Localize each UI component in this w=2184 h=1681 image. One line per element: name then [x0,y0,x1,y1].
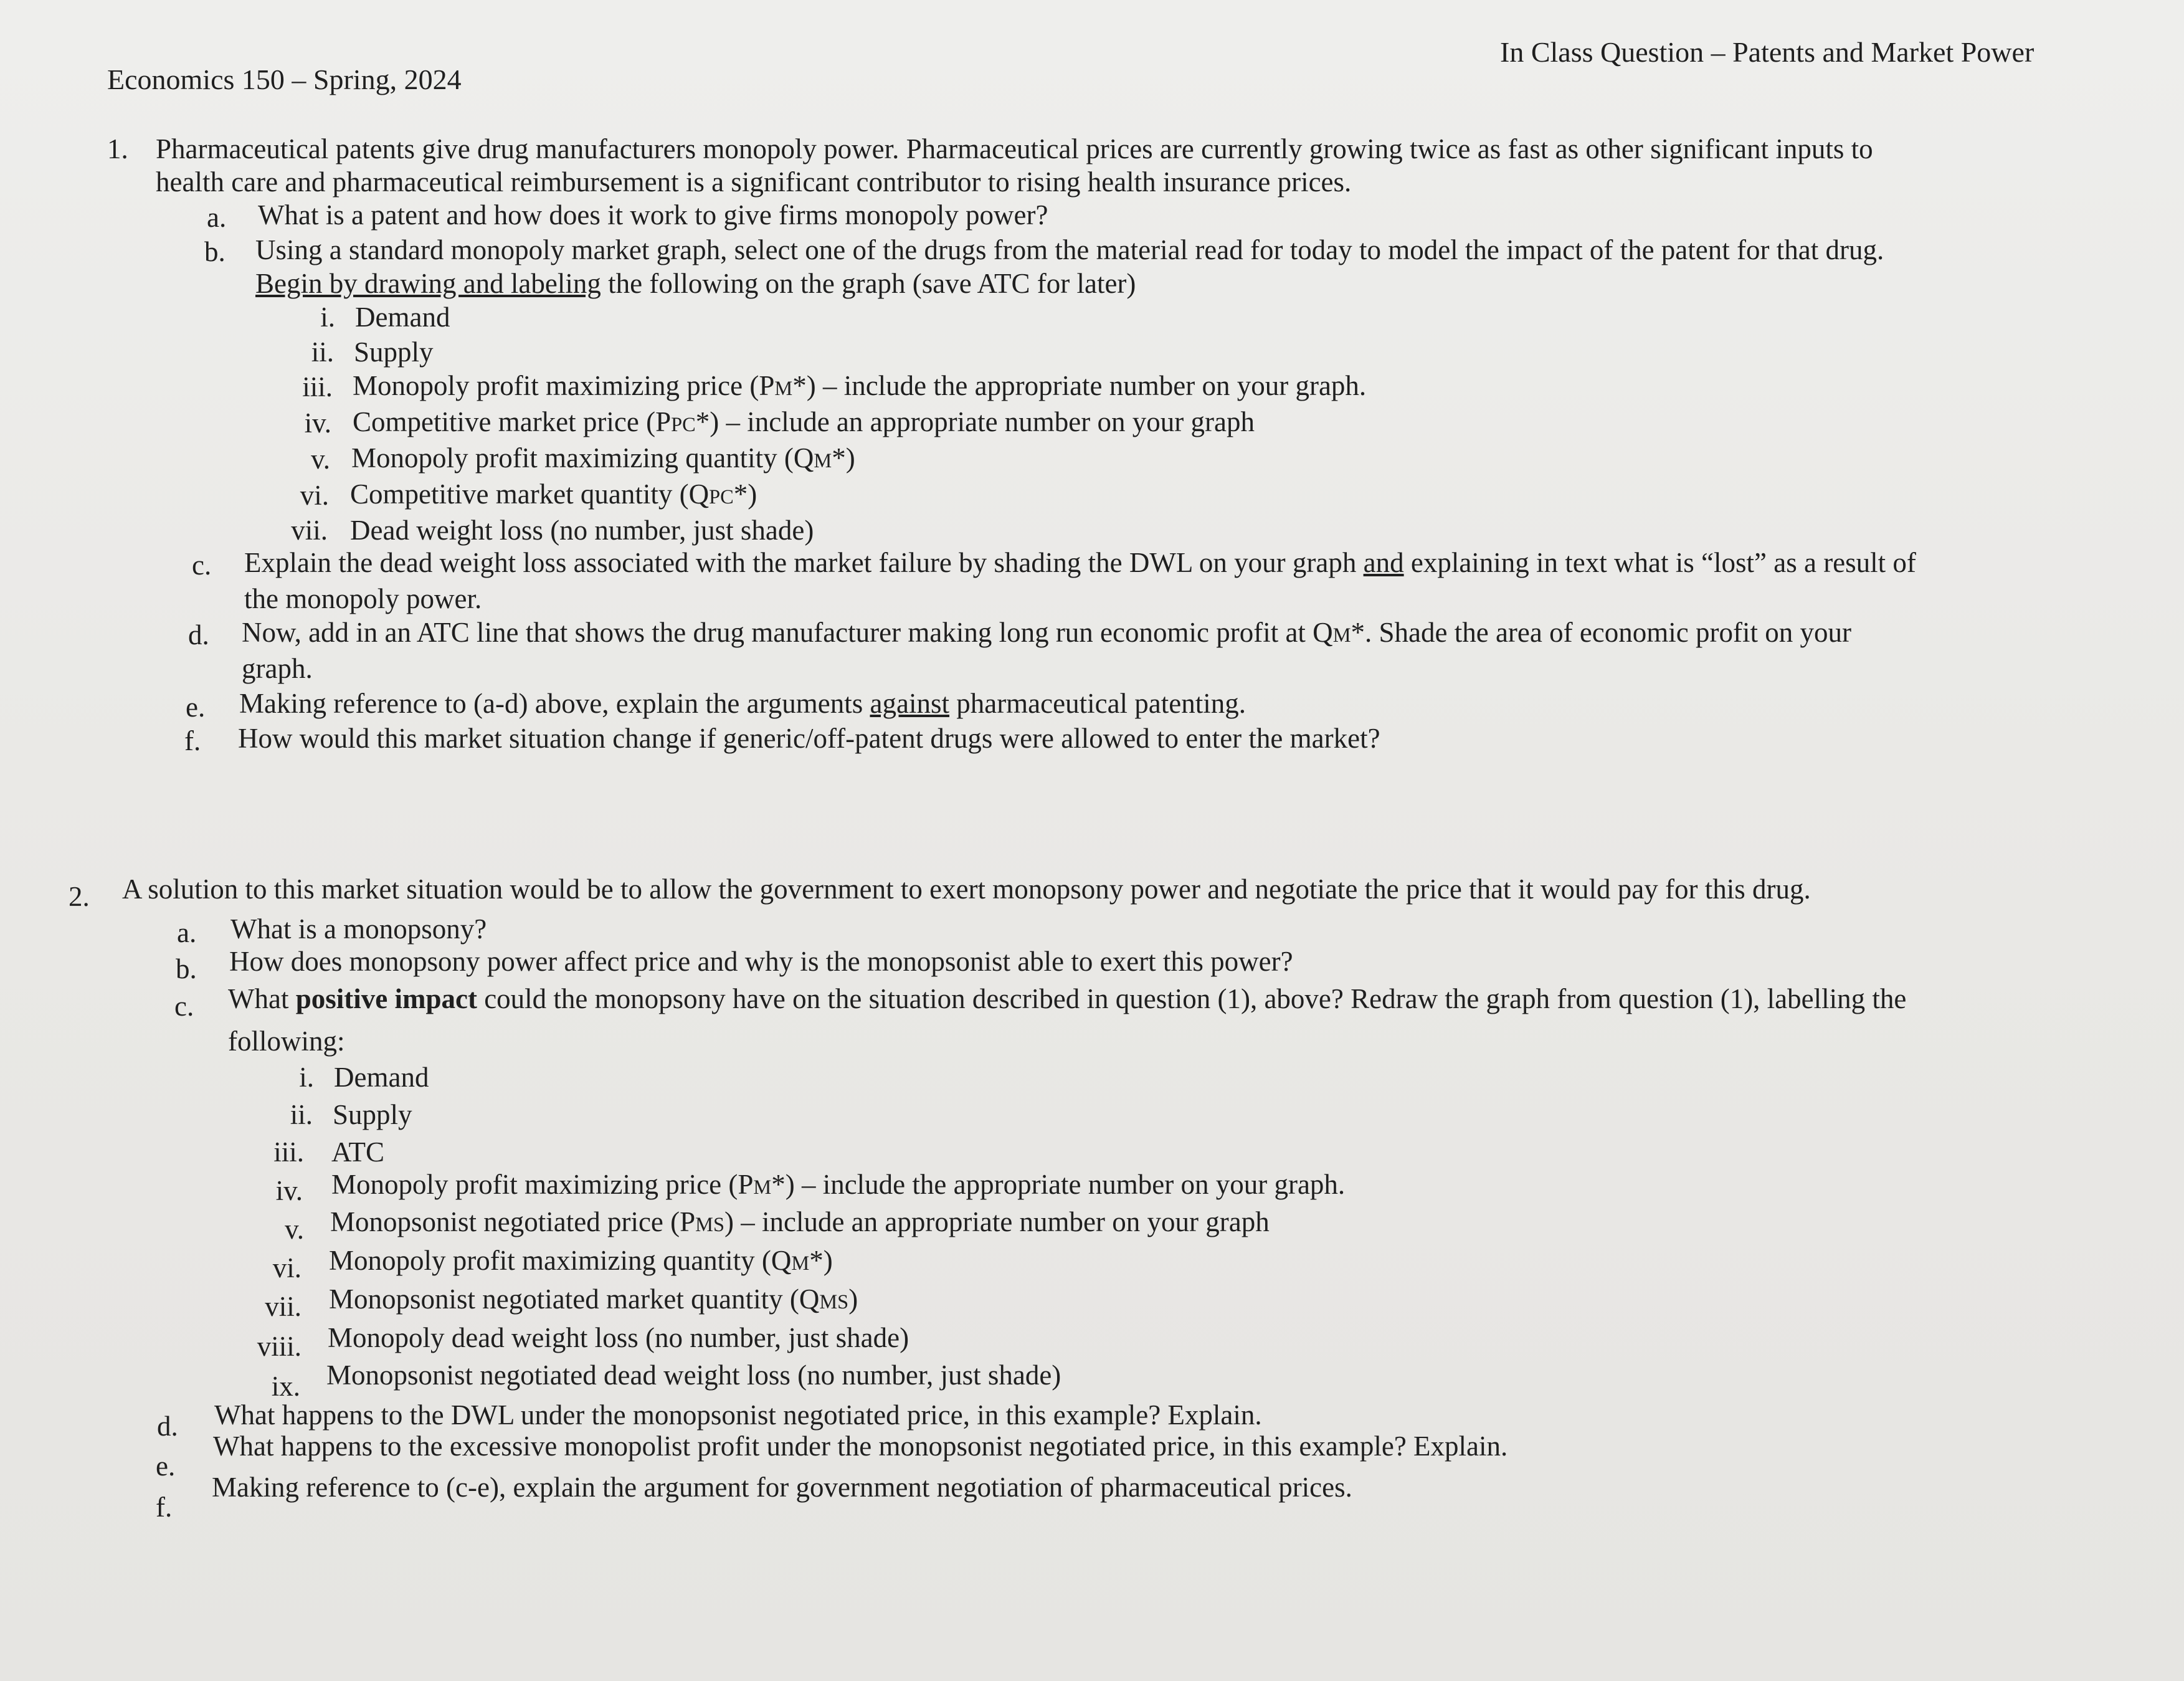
item-text-post: ) – include an appropriate number on your graph [724,1206,1270,1237]
list-item-text [330,1205,1270,1239]
part-d-line: graph. [242,653,313,684]
roman-numeral: i. [299,1062,314,1093]
list-item-text: Dead weight loss (no number, just shade) [350,515,814,546]
item-text-post: ) [848,1283,858,1315]
part-label: f. [156,1492,173,1523]
roman-numeral: iv. [275,1175,303,1206]
part-f-text: Making reference to (c-e), explain the argument for government negotiation of pharmaceutical prices. [212,1472,1352,1503]
part-label: d. [188,619,209,650]
part-label: d. [157,1411,178,1442]
part-label: f. [184,725,201,756]
roman-numeral: ii. [290,1099,313,1130]
underlined-word: against [870,688,949,719]
list-item-text: Supply [354,336,434,368]
question-number: 1. [107,133,128,164]
part-c-text-pre: What [228,983,296,1014]
list-item-text: Demand [355,302,450,333]
list-item-text: Monopoly dead weight loss (no number, just shade) [328,1322,909,1353]
item-subscript: M [814,450,832,472]
item-subscript: M [753,1176,772,1199]
roman-numeral: vi. [300,480,329,511]
question-stem-line: A solution to this market situation would be to allow the government to exert monopsony power and negotiate the price that it would pay for this drug. [122,874,1811,905]
question-stem-line: health care and pharmaceutical reimbursement is a significant contributor to rising health insurance prices. [156,166,1352,198]
item-subscript: MS [819,1291,849,1313]
list-item-text [350,477,757,511]
list-item-text [351,441,855,475]
roman-numeral: ix. [271,1371,300,1402]
part-b-line [255,267,1136,300]
roman-numeral: vii. [265,1291,301,1322]
list-item-text: Monopsonist negotiated dead weight loss (no number, just shade) [326,1360,1061,1391]
item-text-post: *) – include an appropriate number on your graph [695,406,1255,437]
item-subscript: M [791,1252,810,1275]
course-header: Economics 150 – Spring, 2024 [107,64,462,95]
roman-numeral: iv. [304,407,331,439]
item-text-post: *) – include the appropriate number on your graph. [792,370,1367,401]
part-c-line: the monopoly power. [244,583,482,614]
item-text-pre: Monopsonist negotiated price (P [330,1206,696,1237]
list-item-text [353,405,1255,439]
part-label: a. [207,202,227,233]
roman-numeral: iii. [302,371,333,402]
part-c-text-pre: Explain the dead weight loss associated with the market failure by shading the DWL on your graph [244,547,1364,578]
item-subscript: MS [695,1214,724,1236]
part-label: e. [186,692,206,723]
part-a-text: What is a monopsony? [230,913,487,945]
part-d-text: What happens to the DWL under the monopsonist negotiated price, in this example? Explain. [214,1399,1262,1431]
list-item-text: ATC [331,1136,385,1168]
item-text-pre: Monopoly profit maximizing price (P [353,370,775,401]
part-label: e. [156,1450,176,1482]
part-label: a. [177,917,197,948]
roman-numeral: vii. [291,515,328,546]
roman-numeral: v. [285,1214,304,1245]
list-item-text [353,369,1366,402]
roman-numeral: ii. [311,336,334,368]
part-b-line: Using a standard monopoly market graph, select one of the drugs from the material read for today to model the impact of the patent for that drug. [255,234,1884,265]
part-e-text: What happens to the excessive monopolist profit under the monopsonist negotiated price, in this example? Explain. [213,1431,1508,1462]
roman-numeral: v. [311,444,330,475]
part-label: c. [174,991,194,1022]
underlined-phrase: Begin by drawing and labeling [255,268,601,299]
part-b-text: How does monopsony power affect price and why is the monopsonist able to exert this power? [229,946,1293,977]
roman-numeral: vi. [272,1252,301,1283]
part-c-line [228,982,1906,1016]
part-label: b. [176,953,197,984]
list-item-text [329,1282,858,1316]
part-a-text: What is a patent and how does it work to give firms monopoly power? [258,199,1048,231]
question-number: 2. [69,881,90,912]
part-d-subscript: M [1332,624,1351,647]
list-item-text: Supply [333,1099,412,1130]
part-e-text-post: pharmaceutical patenting. [949,688,1246,719]
item-text-pre: Monopsonist negotiated market quantity (Q [329,1283,820,1315]
part-c-line [244,546,1916,579]
part-label: b. [204,236,226,267]
part-label: c. [192,550,212,581]
bold-phrase: positive impact [295,983,477,1014]
roman-numeral: i. [320,302,335,333]
underlined-word: and [1363,547,1404,578]
part-d-line [242,616,1851,649]
part-c-text-post: explaining in text what is “lost” as a result of [1403,547,1916,578]
item-subscript: PC [709,486,734,508]
roman-numeral: iii. [273,1136,304,1168]
item-text-post: *) [809,1245,833,1276]
list-item-text [329,1244,833,1277]
roman-numeral: viii. [257,1331,301,1362]
item-text-post: *) – include the appropriate number on your graph. [771,1169,1346,1200]
part-b-line-rest: the following on the graph (save ATC for later) [601,268,1136,299]
item-text-pre: Monopoly profit maximizing quantity (Q [351,442,814,474]
list-item-text [331,1168,1345,1201]
item-text-pre: Monopoly profit maximizing quantity (Q [329,1245,792,1276]
item-text-pre: Competitive market quantity (Q [350,479,710,510]
part-c-text-post: could the monopsony have on the situation described in question (1), above? Redraw the graph from question (1), labelling the [477,983,1907,1014]
worksheet-title: In Class Question – Patents and Market Power [1500,36,2034,68]
part-e-text [239,687,1246,720]
item-text-post: *) [832,442,855,474]
item-subscript: PC [671,414,696,436]
item-text-pre: Competitive market price (P [353,406,672,437]
part-e-text-pre: Making reference to (a-d) above, explain the arguments [239,688,870,719]
item-text-post: *) [733,479,757,510]
item-subscript: M [774,378,793,400]
question-stem-line: Pharmaceutical patents give drug manufacturers monopoly power. Pharmaceutical prices are currently growing twice as fast as other significant inputs to [156,133,1873,164]
part-f-text: How would this market situation change if generic/off-patent drugs were allowed to enter the market? [238,723,1380,754]
part-d-text-pre: Now, add in an ATC line that shows the drug manufacturer making long run economic profit at Q [242,617,1333,648]
list-item-text: Demand [334,1062,429,1093]
part-c-line: following: [228,1026,345,1057]
part-d-text-post: *. Shade the area of economic profit on your [1351,617,1851,648]
item-text-pre: Monopoly profit maximizing price (P [331,1169,754,1200]
